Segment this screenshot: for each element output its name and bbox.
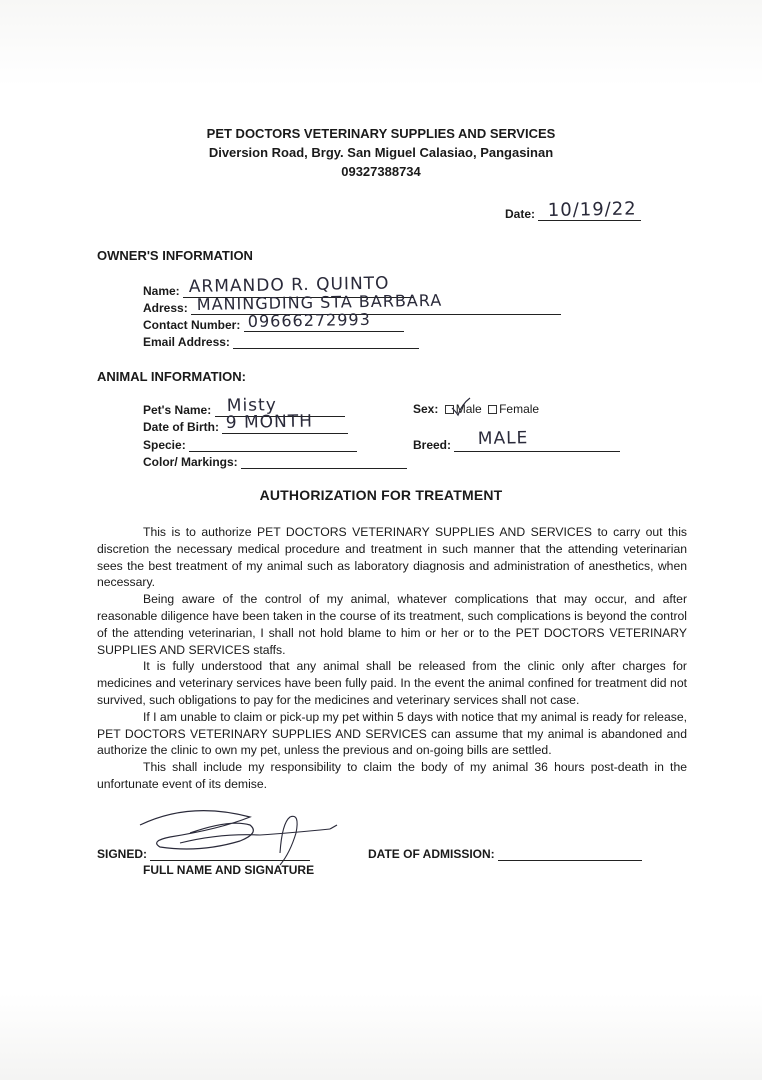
- date-of-admission-field[interactable]: [368, 846, 642, 861]
- owner-address-value: MANINGDING STA BARBARA: [196, 290, 443, 314]
- owner-email-line: [233, 334, 419, 349]
- authorization-title: AUTHORIZATION FOR TREATMENT: [259, 487, 503, 503]
- pet-name-value: Misty: [226, 395, 277, 416]
- owner-email-field[interactable]: [143, 334, 419, 349]
- owner-address-line: [191, 290, 561, 315]
- date-value: 10/19/22: [547, 198, 638, 221]
- company-address: Diversion Road, Brgy. San Miguel Calasiao, Pangasinan: [208, 145, 554, 160]
- signed-field[interactable]: [97, 846, 310, 861]
- sex-label: Sex:: [413, 402, 439, 416]
- dob-field[interactable]: [143, 411, 348, 434]
- specie-field[interactable]: [143, 437, 357, 452]
- company-phone: 09327388734: [341, 164, 421, 179]
- color-markings-field[interactable]: [143, 454, 407, 469]
- color-markings-label: Color/ Markings:: [143, 455, 238, 469]
- date-label: Date:: [505, 207, 536, 221]
- check-mark-icon: [450, 396, 472, 418]
- sex-female-option[interactable]: [485, 402, 539, 416]
- breed-value: MALE: [478, 428, 529, 449]
- specie-line: [189, 437, 357, 452]
- authorization-paragraph: Being aware of the control of my animal, whatever complications that may occur, and after reasonable diligence have been taken in the course of its treatment, such complications is beyond the control of the attending veterinarian, I shall not hold blame to him or her or to the PET DOCTORS VETERINARY SUPPLIES AND SERVICES staffs.: [97, 592, 687, 657]
- form-header: [0, 124, 762, 181]
- owner-contact-value: 09666272993: [247, 309, 371, 331]
- date-field[interactable]: [505, 198, 641, 221]
- authorization-body: [97, 524, 687, 793]
- animal-info-title: ANIMAL INFORMATION:: [97, 369, 246, 384]
- pet-name-label: Pet's Name:: [143, 403, 212, 417]
- owner-email-label: Email Address:: [143, 335, 230, 349]
- breed-field[interactable]: [413, 428, 620, 452]
- admission-line: [498, 846, 642, 861]
- owner-address-label: Adress:: [143, 301, 188, 315]
- owner-contact-field[interactable]: [143, 309, 404, 332]
- sex-female-checkbox[interactable]: [488, 405, 497, 414]
- breed-label: Breed:: [413, 438, 452, 452]
- dob-label: Date of Birth:: [143, 420, 219, 434]
- owner-contact-line: [244, 309, 404, 332]
- date-line: [538, 198, 641, 221]
- owner-info-title: OWNER'S INFORMATION: [97, 248, 253, 263]
- authorization-paragraph: If I am unable to claim or pick-up my pet within 5 days with notice that my animal is ready for release, PET DOCTORS VETERINARY SUPPLIES AND SERVICES can assume that my animal is abandoned and authorize the clinic to own my pet, unless the previous and on-going bills are settled.: [97, 709, 687, 758]
- authorization-paragraph: This is to authorize PET DOCTORS VETERINARY SUPPLIES AND SERVICES to carry out this discretion the necessary medical procedure and treatment in such manner that the attending veterinarian sees the best treatment of my animal such as laboratory diagnosis and administration of anesthetics, when necessary.: [97, 525, 687, 590]
- sex-female-label: Female: [499, 402, 540, 416]
- breed-line: [454, 428, 620, 452]
- dob-value: 9 MONTH: [225, 411, 314, 433]
- owner-name-label: Name:: [143, 284, 180, 298]
- color-markings-line: [241, 454, 407, 469]
- fullname-signature-label: FULL NAME AND SIGNATURE: [143, 863, 315, 877]
- specie-label: Specie:: [143, 438, 186, 452]
- dob-line: [222, 411, 348, 434]
- owner-contact-label: Contact Number:: [143, 318, 241, 332]
- sex-field: [413, 402, 539, 416]
- owner-name-value: ARMANDO R. QUINTO: [188, 273, 390, 297]
- authorization-paragraph: This shall include my responsibility to claim the body of my animal 36 hours post-death in the unfortunate event of its demise.: [97, 760, 687, 791]
- signed-label: SIGNED:: [97, 847, 148, 861]
- sex-male-label: Male: [455, 402, 482, 416]
- authorization-paragraph: It is fully understood that any animal shall be released from the clinic only after charges for medicines and veterinary services have been fully paid. In the event the animal confined for treatment did not survived, such obligations to pay for the medicines and veterinary services shall not case.: [97, 659, 687, 707]
- admission-label: DATE OF ADMISSION:: [368, 847, 495, 861]
- signature-line: [150, 846, 310, 861]
- company-name: PET DOCTORS VETERINARY SUPPLIES AND SERVICES: [206, 126, 556, 141]
- sex-male-option[interactable]: [442, 402, 482, 416]
